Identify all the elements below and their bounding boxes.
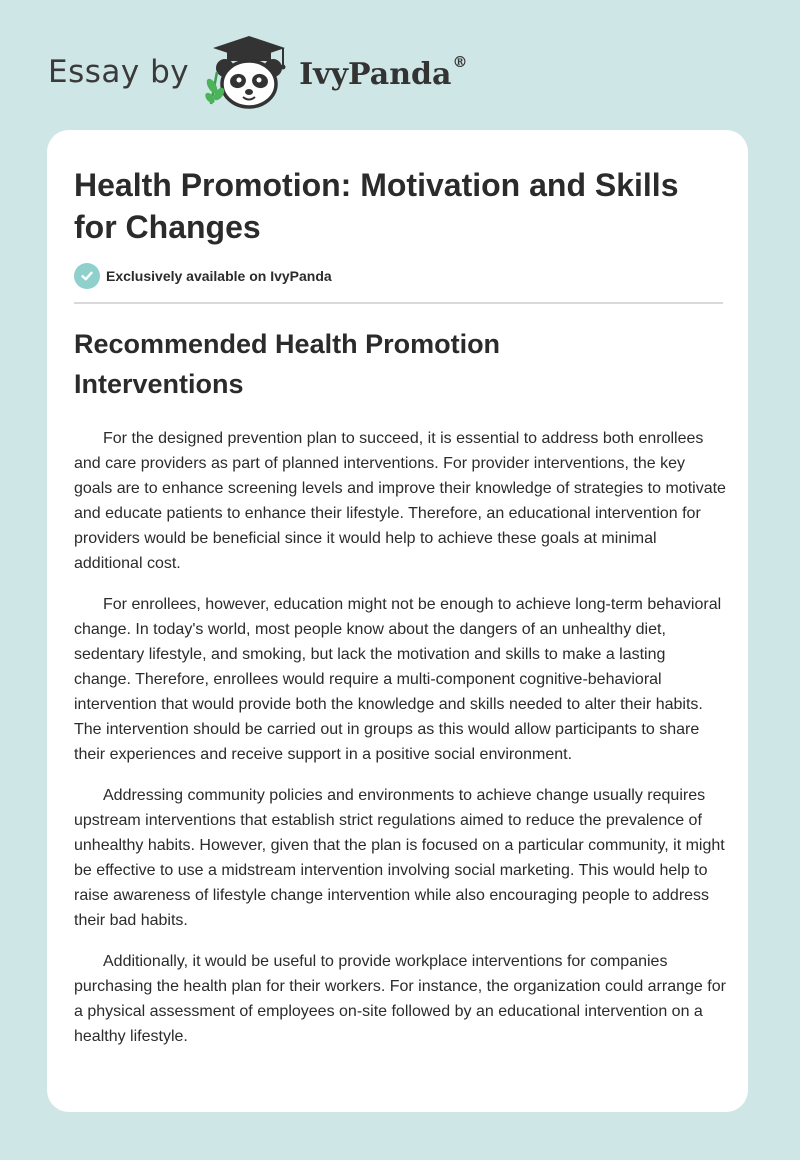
paragraph: For enrollees, however, education might not be enough to achieve long-term behavioral change. In today's world, most people know about the dangers of an unhealthy diet, sedentary lifestyle, and smoking, but lack the motivation and skills to make a lasting change. Therefore, enrollees would require a multi-component cognitive-behavioral intervention that would provide both the knowledge and skills needed to alter their habits. The intervention should be carried out in groups as this would allow participants to share their experiences and receive support in a positive social environment.: [74, 596, 722, 763]
check-circle-icon: [74, 263, 100, 289]
paragraph: Addressing community policies and environments to achieve change usually requires upstream interventions that establish strict regulations aimed to reduce the prevalence of unhealthy habits. However, given that the plan is focused on a particular community, it might be effective to use a midstream intervention involving social marketing. This would help to raise awareness of lifestyle change intervention while also encouraging people to address their bad habits.: [74, 787, 725, 929]
page-title: Health Promotion: Motivation and Skills for Changes: [74, 167, 679, 245]
essay-card: [47, 130, 748, 1112]
brand-name[interactable]: [299, 52, 468, 92]
divider: [74, 302, 723, 304]
paragraph: Additionally, it would be useful to provide workplace interventions for companies purchasing the health plan for their workers. For instance, the organization could arrange for a physical assessment of employees on-site followed by an educational intervention on a healthy lifestyle.: [74, 953, 726, 1045]
essay-body: [74, 426, 726, 1065]
section-heading: Recommended Health Promotion Interventions: [74, 329, 501, 399]
paragraph: For the designed prevention plan to succeed, it is essential to address both enrollees and care providers as part of planned interventions. For provider interventions, the key goals are to enhance screening levels and improve their knowledge of strategies to motivate and educate patients to enhance their lifestyle. Therefore, an educational intervention for providers would be beneficial since it would help to achieve these goals at minimal additional cost.: [74, 430, 726, 572]
registered-mark: ®: [452, 52, 468, 71]
exclusive-label: Exclusively available on IvyPanda: [106, 268, 332, 284]
essay-by-label: Essay by: [48, 54, 190, 90]
site-header: [48, 34, 467, 110]
exclusive-badge: [74, 263, 332, 289]
panda-logo-icon[interactable]: [203, 34, 295, 110]
brand-name-text: IvyPanda: [299, 56, 452, 92]
